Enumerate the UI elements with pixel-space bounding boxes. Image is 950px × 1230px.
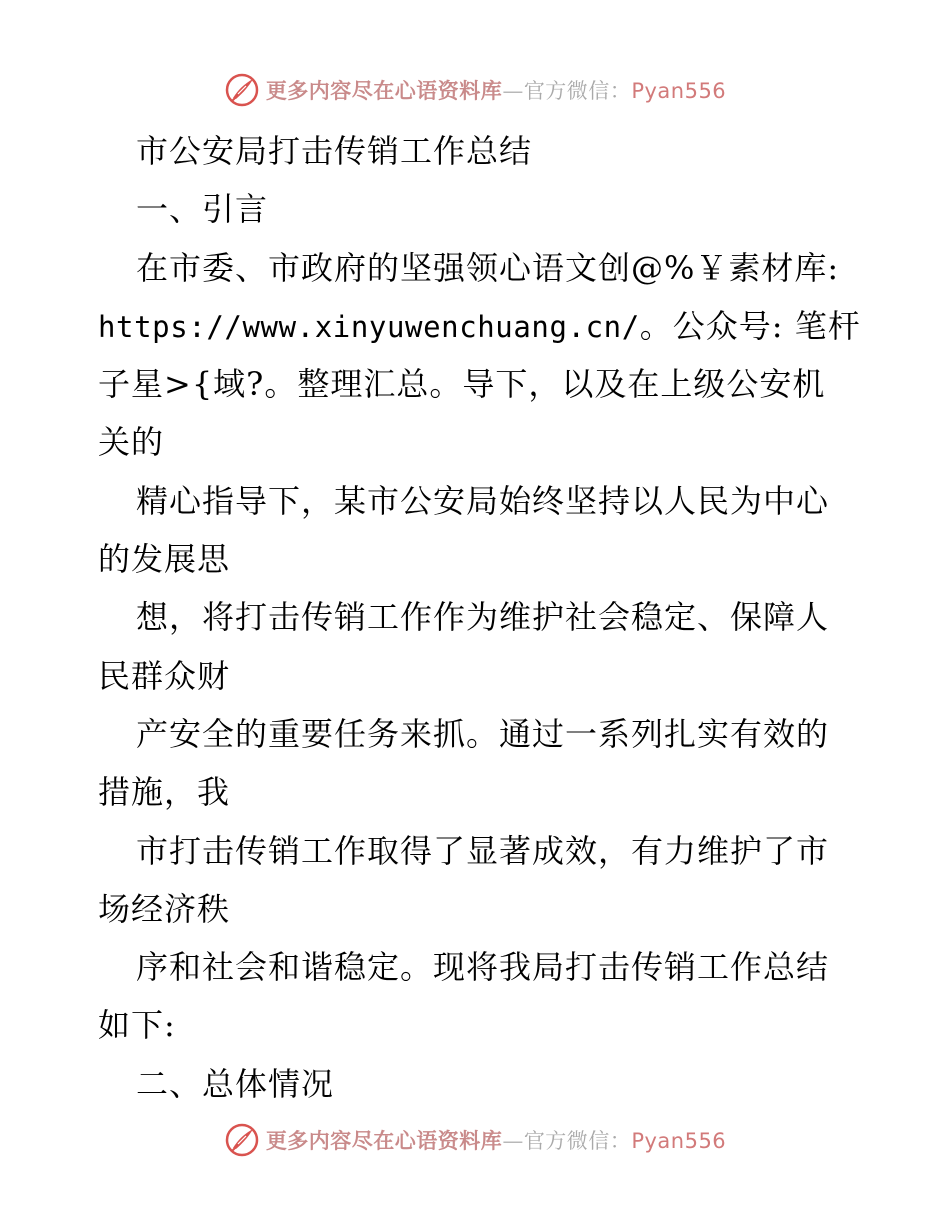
section-heading-overview: 二、总体情况 (136, 1064, 335, 1103)
document-title: 市公安局打击传销工作总结 (136, 132, 533, 170)
banner-wechat-label: 官方微信： (523, 79, 632, 103)
banner-separator: — (502, 79, 524, 103)
paragraph-line-url (98, 297, 861, 355)
paragraph-line: 精心指导下，某市公安局始终坚持以人民为中心 (136, 481, 830, 520)
paragraph-line: 的发展思 (98, 540, 231, 579)
document-body (98, 122, 861, 1113)
section-heading-intro: 一、引言 (136, 190, 269, 229)
paragraph-line: 民群众财 (98, 656, 231, 695)
paragraph-line: 措施，我 (98, 773, 231, 812)
paragraph-line: 想，将打击传销工作作为维护社会稳定、保障人 (136, 598, 830, 637)
banner-main-text: 更多内容尽在心语资料库 (265, 1129, 503, 1153)
paragraph-line: 关的 (98, 423, 165, 462)
header-watermark (0, 68, 950, 112)
paragraph-line: 产安全的重要任务来抓。通过一系列扎实有效的 (136, 714, 830, 753)
banner-wechat-id: Pyan556 (631, 79, 727, 103)
footer-watermark (0, 1118, 950, 1162)
quill-pen-logo-icon (224, 72, 260, 108)
paragraph-line-text: 。公众号: 笔杆 (639, 306, 861, 345)
banner-wechat-id: Pyan556 (631, 1129, 727, 1153)
source-url-text: https://www.xinyuwenchuang.cn/ (98, 309, 640, 344)
banner-wechat-label: 官方微信： (523, 1129, 632, 1153)
banner-separator: — (502, 1129, 524, 1153)
paragraph-line: 在市委、市政府的坚强领心语文创@%￥素材库: (136, 248, 840, 287)
paragraph-line: 场经济秩 (98, 889, 231, 928)
paragraph-line: 序和社会和谐稳定。现将我局打击传销工作总结 (136, 948, 830, 987)
paragraph-line: 子星>{域?。整理汇总。导下，以及在上级公安机 (98, 365, 826, 404)
quill-pen-logo-icon (224, 1122, 260, 1158)
paragraph-line: 市打击传销工作取得了显著成效，有力维护了市 (136, 831, 830, 870)
banner-main-text: 更多内容尽在心语资料库 (265, 79, 503, 103)
paragraph-line: 如下: (98, 1006, 176, 1045)
